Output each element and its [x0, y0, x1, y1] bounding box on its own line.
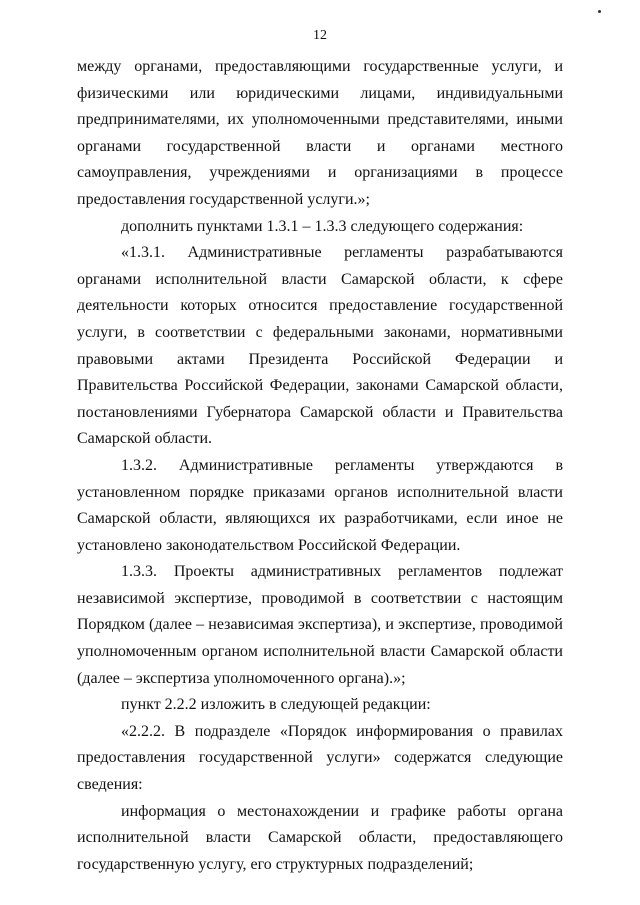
paragraph-amendment-intro: дополнить пунктами 1.3.1 – 1.3.3 следующего содержания:: [121, 217, 524, 235]
paragraph-continuation: между органами, предоставляющими государственные услуги, и физическими или юридическими лицами, индивидуальными предпринимателями, их уполномоченными представителями, иными органами государственной власти и органами местного самоуправления, учреждениями и организациями в процессе предоставления государственной услуги.»;: [77, 58, 563, 208]
page-number: 12: [313, 28, 327, 43]
paragraph-1-3-1: «1.3.1. Административные регламенты разрабатываются органами исполнительной власти Самарской области, к сфере деятельности которых относится предоставление государственной услуги, в соответствии с федеральными законами, нормативными правовыми актами Президента Российской Федерации и Правительства Российской Федерации, законами Самарской области, постановлениями Губернатора Самарской области и Правительства Самарской области.: [77, 244, 563, 448]
paragraph-2-2-2: «2.2.2. В подразделе «Порядок информирования о правилах предоставления государственной услуги» содержатся следующие сведения:: [77, 722, 563, 794]
paragraph-point-2-2-2-intro: пункт 2.2.2 изложить в следующей редакции:: [121, 696, 431, 714]
paragraph-location-info: информация о местонахождении и графике работы органа исполнительной власти Самарской области, предоставляющего государственную услугу, его структурных подразделений;: [77, 802, 563, 873]
paragraph-1-3-2: 1.3.2. Административные регламенты утверждаются в установленном порядке приказами органов исполнительной власти Самарской области, являющихся их разработчиками, если иное не установлено законодательством Российской Федерации.: [77, 456, 563, 554]
paragraph-1-3-3: 1.3.3. Проекты административных регламентов подлежат независимой экспертизе, проводимой в соответствии с настоящим Порядком (далее – независимая экспертиза), и экспертизе, проводимой уполномоченным органом исполнительной власти Самарской области (далее – экспертиза уполномоченного органа).»;: [77, 563, 563, 687]
document-body: [77, 54, 563, 878]
scan-dot-mark: [598, 10, 601, 13]
